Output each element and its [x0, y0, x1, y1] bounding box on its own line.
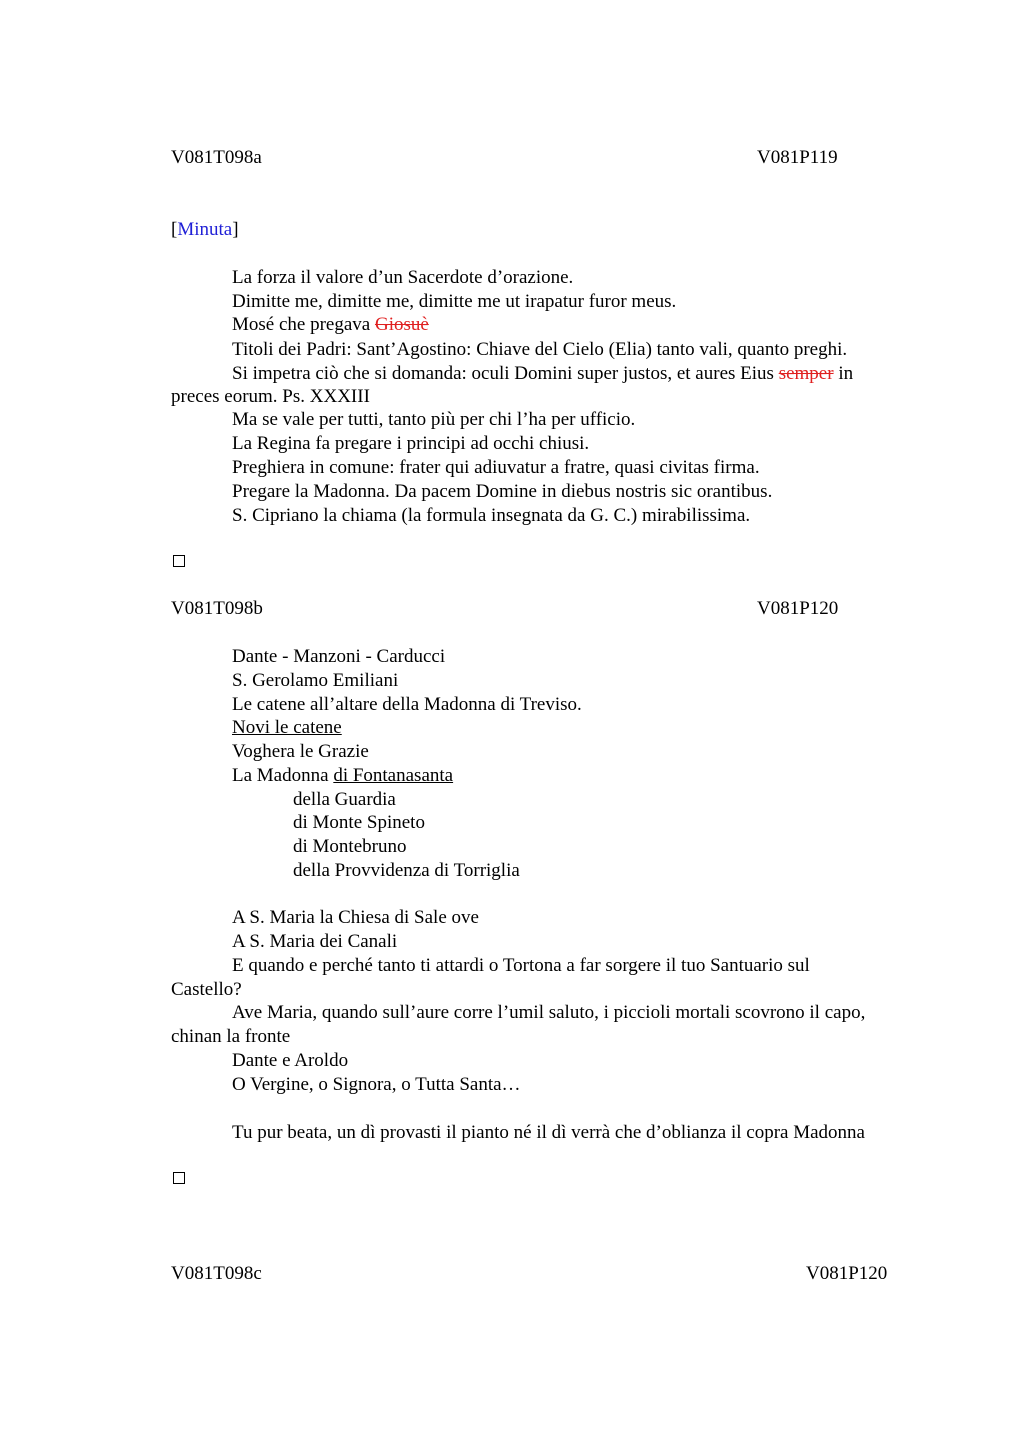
text-line: La forza il valore d’un Sacerdote d’orazione.: [232, 267, 574, 288]
text-line: Dante - Manzoni - Carducci: [232, 646, 446, 667]
text-line: A S. Maria la Chiesa di Sale ove: [232, 907, 479, 928]
doc-code-left-c: V081T098c: [171, 1263, 262, 1284]
text-line: S. Gerolamo Emiliani: [232, 670, 399, 691]
sub-line: della Guardia: [293, 789, 396, 810]
text-line: Le catene all’altare della Madonna di Treviso.: [232, 694, 582, 715]
text-line: chinan la fronte: [171, 1026, 291, 1047]
text-line: Dimitte me, dimitte me, dimitte me ut irapatur furor meus.: [232, 291, 677, 312]
text-line: Castello?: [171, 979, 242, 1000]
doc-code-right-a: V081P119: [757, 147, 838, 168]
text-line: Preghiera in comune: frater qui adiuvatur a fratre, quasi civitas firma.: [232, 457, 760, 478]
sub-line: di Montebruno: [293, 836, 407, 857]
minuta-label: [Minuta]: [171, 219, 239, 240]
underlined-text: di Fontanasanta: [333, 765, 454, 786]
text-line-impetra: Si impetra ciò che si domanda: oculi Domini super justos, et aures Eius semper in: [232, 363, 854, 384]
section-end-square: [173, 555, 185, 567]
text-line: Tu pur beata, un dì provasti il pianto né il dì verrà che d’oblianza il copra Madonna: [232, 1122, 865, 1143]
text-line-underlined: Novi le catene: [232, 717, 342, 738]
text-line: Voghera le Grazie: [232, 741, 369, 762]
text-line: Pregare la Madonna. Da pacem Domine in diebus nostris sic orantibus.: [232, 481, 773, 502]
sub-line: della Provvidenza di Torriglia: [293, 860, 520, 881]
deleted-text: Giosuè: [374, 314, 429, 335]
text-line: A S. Maria dei Canali: [232, 931, 398, 952]
doc-code-left-a: V081T098a: [171, 147, 262, 168]
text-line-madonna: La Madonna di Fontanasanta: [232, 765, 454, 786]
text-line: Titoli dei Padri: Sant’Agostino: Chiave del Cielo (Elia) tanto vali, quanto preghi.: [232, 339, 848, 360]
text-line-mose: Mosé che pregava Giosuè: [232, 314, 429, 335]
text-line: Dante e Aroldo: [232, 1050, 349, 1071]
text-line: O Vergine, o Signora, o Tutta Santa…: [232, 1074, 521, 1095]
text-line: preces eorum. Ps. XXXIII: [171, 386, 370, 407]
text-line: S. Cipriano la chiama (la formula insegnata da G. C.) mirabilissima.: [232, 505, 751, 526]
text-line: La Regina fa pregare i principi ad occhi chiusi.: [232, 433, 590, 454]
text-line: Ave Maria, quando sull’aure corre l’umil saluto, i piccioli mortali scovrono il capo,: [232, 1002, 866, 1023]
doc-code-right-b: V081P120: [757, 598, 839, 619]
text-line: E quando e perché tanto ti attardi o Tortona a far sorgere il tuo Santuario sul: [232, 955, 810, 976]
doc-code-right-c: V081P120: [806, 1263, 888, 1284]
deleted-text: semper: [778, 363, 834, 384]
minuta-link: Minuta: [177, 219, 233, 240]
section-end-square: [173, 1172, 185, 1184]
sub-line: di Monte Spineto: [293, 812, 425, 833]
doc-code-left-b: V081T098b: [171, 598, 263, 619]
text-line: Ma se vale per tutti, tanto più per chi l’ha per ufficio.: [232, 409, 636, 430]
